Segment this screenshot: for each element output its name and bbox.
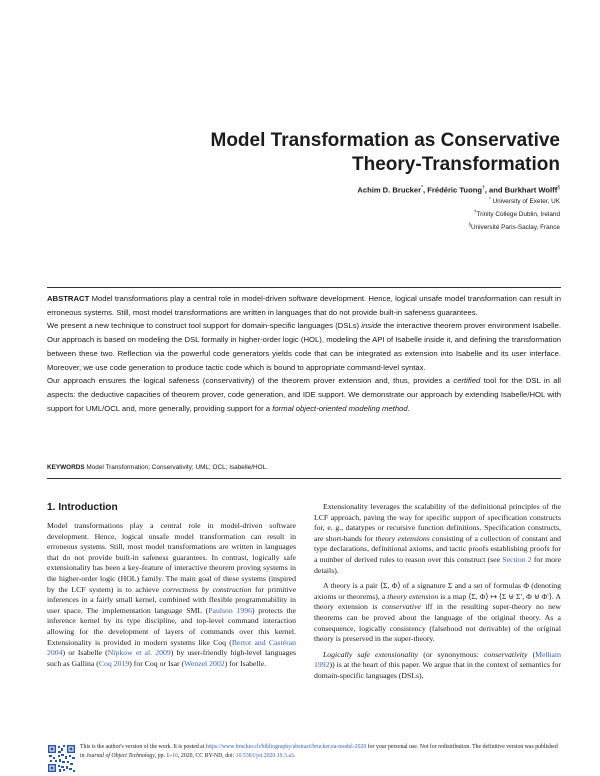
author-version-link[interactable]: https://www.brucker.ch/bibliography/abstract/brucker.ea-model-2020 xyxy=(205,744,367,750)
citation-link[interactable]: Wenzel 2002 xyxy=(184,658,225,668)
right-column xyxy=(314,502,561,682)
author-brucker: Achim D. Brucker xyxy=(357,185,422,195)
affiliations xyxy=(260,194,560,233)
body-paragraph: A theory is a pair ⟨Σ, Φ⟩ of a signature Σ and a set of formulas Φ (denoting axioms or theorems), a theory extension is a map ⟨Σ, Φ⟩ ↦ ⟨Σ ⊎ Σ′, Φ ⊎ Φ′⟩. A theory extension is conservative iff in the resulting super-theory no new theorems can be proved about the language of the original theory. As a consequence, logically consistency (falsehood not derivable) of the original theory is preserved in the super-theory. xyxy=(314,581,561,644)
abstract-label: ABSTRACT xyxy=(47,294,90,303)
citation-link[interactable]: Melham 1992 xyxy=(314,649,561,670)
abstract-top-rule xyxy=(47,287,561,288)
author-mark: * xyxy=(421,185,424,191)
body-paragraph: Extensionality leverages the scalability of the definitional principles of the LCF approach, paving the way for specific support of specification constructs for, e. g., datatypes or recursive function definitions. Specification constructs, are short-hands for theory extensions consisting of a collection of constant and type declarations, definitional axioms, and tactic proofs establishing proofs for a number of derived rules to reason over this construct (see Section 2 for more details). xyxy=(314,502,562,575)
doi-link[interactable]: 10.5381/jot.2020.19.3.a3 xyxy=(235,752,294,759)
keywords-label: KEYWORDS xyxy=(47,464,85,471)
abstract-paragraph: Our approach ensures the logical safeness (conservativity) of the theorem prover extension and, thus, provides a certified tool for the DSL in all aspects: the deductive capacities of theorem prover, code generation, and IDE support. We demonstrate our approach by extending Isabelle/HOL with support for UML/OCL and, more generally, providing support for a formal object-oriented modeling method. xyxy=(47,376,561,413)
journal-name: Journal of Object Technology xyxy=(85,752,155,759)
keywords xyxy=(47,463,561,473)
abstract xyxy=(47,292,561,415)
section-heading: 1. Introduction xyxy=(47,502,118,513)
section-link[interactable]: Section 2 xyxy=(502,554,532,564)
citation-link[interactable]: Nipkow et al. 2009 xyxy=(107,648,171,658)
author-mark: † xyxy=(482,185,485,191)
page-count-link[interactable]: 16 xyxy=(172,752,179,759)
title-line-1: Model Transformation as Conservative xyxy=(210,130,560,151)
qr-code-icon[interactable] xyxy=(47,744,76,773)
author-tuong: Frédéric Tuong xyxy=(427,185,482,195)
abstract-bottom-rule xyxy=(47,478,561,479)
body-paragraph: Model transformations play a central role in model-driven software development. Hence, logical unsafe model transformation can result in erroneous systems. Still, most model transformations are written in languages that do not provide built-in safeness guarantees. In contrast, logically safe extensionality has been a key-feature of interactive theorem proving systems in the higher-order logic (HOL) family. The main goal of these systems (inspired by the LCF system) is to achieve correctness by construction for primitive inferences in a fairly small kernel, combined with flexible programmability in user space. The implementation language SML (Paulson 1996) protects the inference kernel by its type discipline, and top-level command interaction allowing for the development of layers of commands over this kernel. Extensionality is provided in modern systems like Coq (Bertot and Castéran 2004) or Isabelle (Nipkow et al. 2009) by user-friendly high-level languages such as Gallina (Coq 2019) for Coq or Isar (Wenzel 2002) for Isabelle. xyxy=(47,521,297,668)
title-line-2: Theory-Transformation xyxy=(352,154,560,175)
author-mark: § xyxy=(557,185,560,191)
abstract-paragraph: We present a new technique to construct tool support for domain-specific languages (DSLs) inside the interactive theorem prover environment Isabelle. Our approach is based on modeling the DSL formally in higher-order logic (HOL), modeling the API of Isabelle inside it, and defining the transformation between these two. Reflection via the powerful code generators yields code that can be integrated as extension into Isabelle and its user interface. Moreover, we use code generation to produce tactic code which is bound to appropriate command-level syntax. xyxy=(47,321,561,372)
keywords-text: Model Transformation; Conservativity; UML; OCL; Isabelle/HOL. xyxy=(86,464,268,471)
author-wolff: Burkhart Wolff xyxy=(504,185,558,195)
footer-note: This is the author's version of the work. It is posted at https://www.brucker.ch/bibliography/abstract/brucker.ea-model-2020 for your personal use. Not for redistribution. The definitive version was published in Journal of Object Technology, pp. 1–16, 2020, CC BY-ND, doi: 10.5381/jot.2020.19.3.a3. xyxy=(80,744,558,759)
author-list: Achim D. Brucker*, Frédéric Tuong†, and Burkhart Wolff§ xyxy=(357,185,560,195)
left-column xyxy=(47,521,296,669)
affiliation: * University of Exeter, UK xyxy=(488,196,560,206)
citation-link[interactable]: Paulson 1996 xyxy=(208,605,252,615)
affiliation: §Université Paris-Saclay, France xyxy=(468,222,560,232)
citation-link[interactable]: Bertot and Castéran 2004 xyxy=(47,637,296,658)
citation-link[interactable]: Coq 2019 xyxy=(98,658,130,668)
body-paragraph: Logically safe extensionality (or synonymous: conservativity (Melham 1992)) is at the heart of this paper. We argue that in the context of semantics for domain-specific languages (DSLs), xyxy=(314,649,561,680)
affiliation: †Trinity College Dublin, Ireland xyxy=(473,209,560,219)
paper-title xyxy=(100,129,560,177)
abstract-paragraph: ABSTRACT Model transformations play a central role in model-driven software development. Hence, logical unsafe model transformation can result in erroneous systems. Still, most model transformations are written in languages that do not provide built-in safeness guarantees. xyxy=(47,294,562,317)
